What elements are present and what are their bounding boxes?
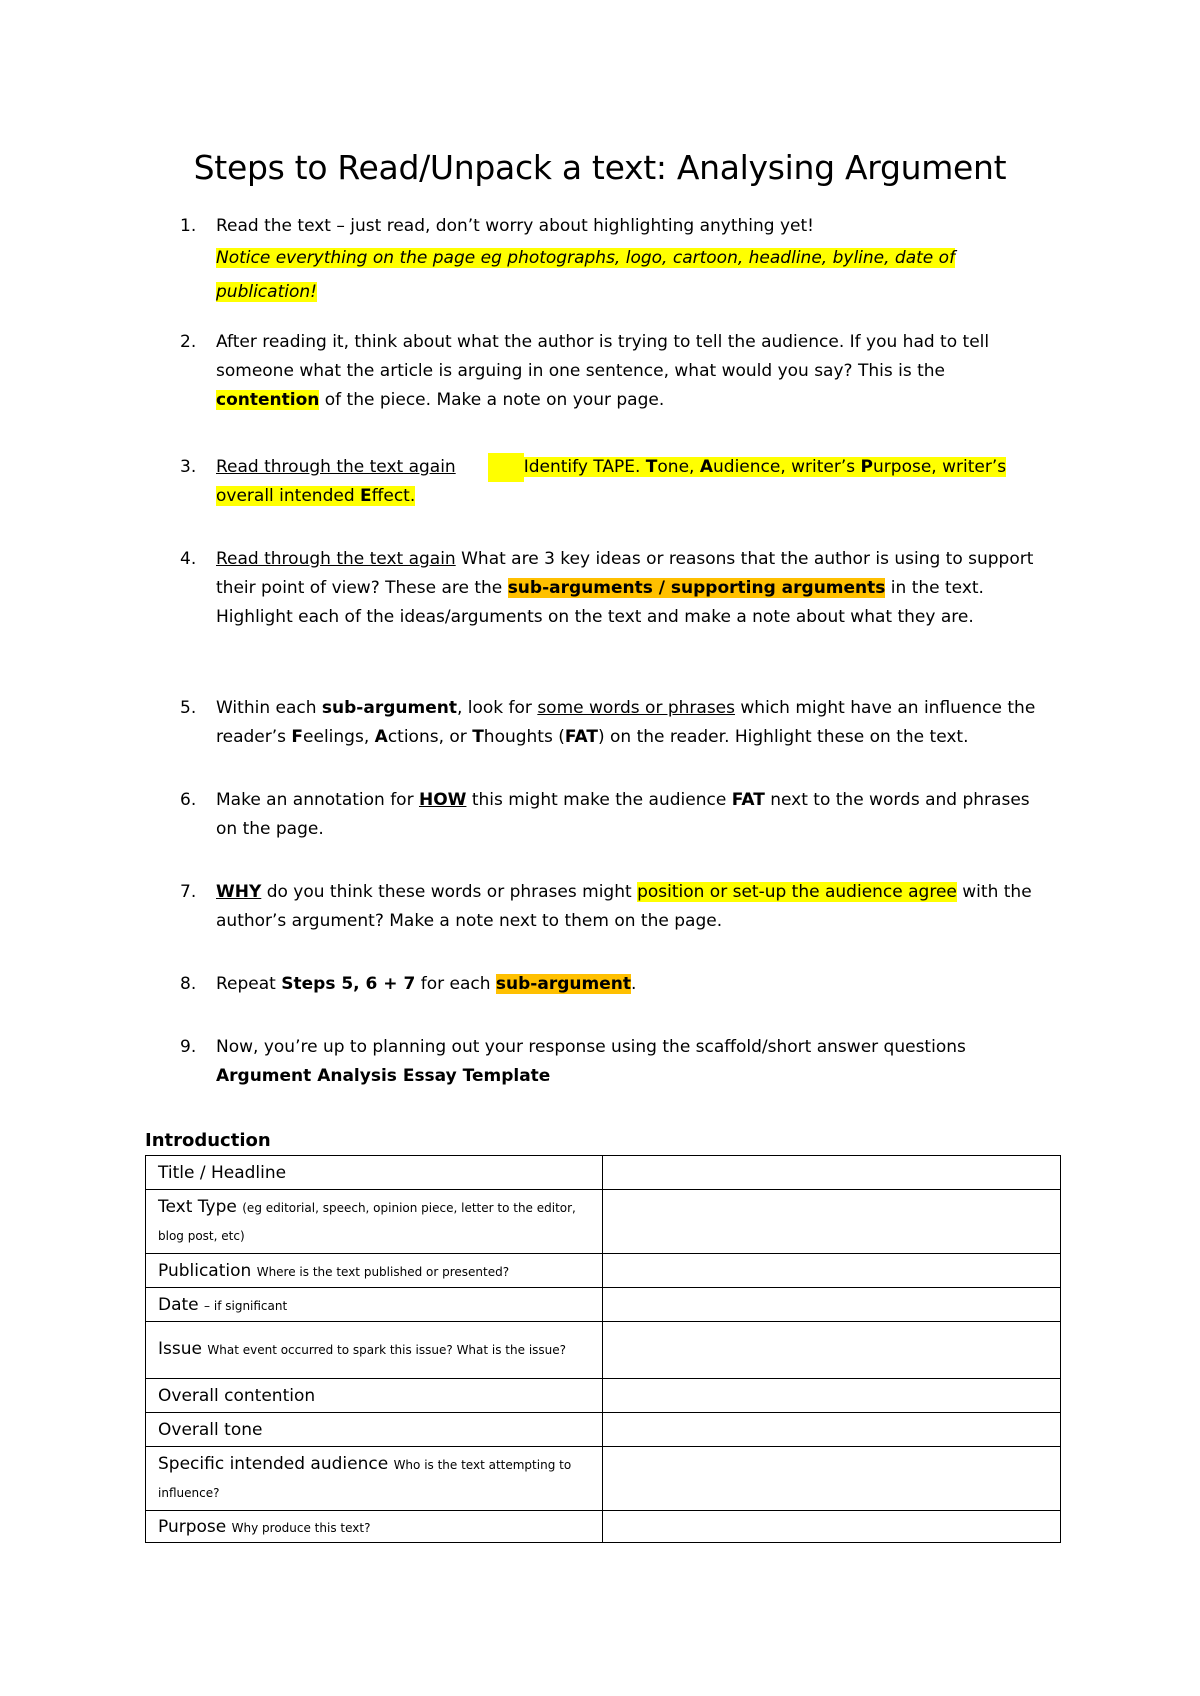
table-row: Issue What event occurred to spark this issue? What is the issue? <box>146 1322 1061 1379</box>
step-number: 3. <box>180 457 197 477</box>
highlighted-note: Notice everything on the page eg photographs, logo, cartoon, headline, byline, date of publication! <box>216 248 956 302</box>
highlight-sub-arguments: sub-arguments / supporting arguments <box>507 578 886 598</box>
step-number: 8. <box>180 974 197 994</box>
answer-cell[interactable] <box>603 1379 1061 1413</box>
step-number: 5. <box>180 698 197 718</box>
answer-cell[interactable] <box>603 1190 1061 1254</box>
table-row: Text Type (eg editorial, speech, opinion piece, letter to the editor, blog post, etc) <box>146 1190 1061 1254</box>
table-row: Overall tone <box>146 1413 1061 1447</box>
answer-cell[interactable] <box>603 1156 1061 1190</box>
introduction-heading: Introduction <box>145 1130 271 1151</box>
table-row: Overall contention <box>146 1379 1061 1413</box>
table-row: Purpose Why produce this text? <box>146 1511 1061 1543</box>
answer-cell[interactable] <box>603 1254 1061 1288</box>
highlight-contention: contention <box>216 390 320 410</box>
step-text-end: in the text. Highlight each of the ideas/arguments on the text and make a note about what they are. <box>216 578 984 627</box>
step-7: 7. WHY do you think these words or phrases might position or set-up the audience agree with the author’s argument? Make a note next to them on the page. <box>0 878 1046 970</box>
answer-cell[interactable] <box>603 1413 1061 1447</box>
step-3 <box>0 453 1046 545</box>
highlight-sub-argument: sub-argument <box>495 974 631 994</box>
step-4 <box>0 545 1046 694</box>
steps-list <box>0 212 1200 1091</box>
step-text: Read the text – just read, don’t worry about highlighting anything yet! <box>216 216 814 236</box>
step-number: 4. <box>180 549 197 569</box>
step-1 <box>0 212 1046 328</box>
step-number: 9. <box>180 1037 197 1057</box>
table-row: Title / Headline <box>146 1156 1061 1190</box>
answer-cell[interactable] <box>603 1447 1061 1511</box>
introduction-table <box>145 1155 1061 1543</box>
answer-cell[interactable] <box>603 1511 1061 1543</box>
answer-cell[interactable] <box>603 1288 1061 1322</box>
highlight-position: position or set-up the audience agree <box>637 882 957 902</box>
step-5: 5. Within each sub-argument, look for some words or phrases which might have an influence the reader’s Feelings, Actions, or Thoughts (FAT) on the reader. Highlight these on the text. <box>0 694 1046 786</box>
step-2 <box>0 328 1046 453</box>
step-number: 7. <box>180 882 197 902</box>
step-text: What are 3 key ideas or reasons that the author is using to support their point of view? These are the <box>216 549 1034 598</box>
step-8: 8. Repeat Steps 5, 6 + 7 for each sub-argument. <box>0 970 1046 1033</box>
underlined-text: Read through the text again <box>216 457 456 477</box>
step-text: After reading it, think about what the author is trying to tell the audience. If you had to tell someone what the article is arguing in one sentence, what would you say? This is the <box>216 332 990 381</box>
step-6: 6. Make an annotation for HOW this might make the audience FAT next to the words and phrases on the page. <box>0 786 1046 878</box>
table-row: Date – if significant <box>146 1288 1061 1322</box>
underlined-text: Read through the text again <box>216 549 456 569</box>
step-text-end: of the piece. Make a note on your page. <box>319 390 665 410</box>
tape-highlight: Identify TAPE. Tone, Audience, writer’s Purpose, writer’s overall intended Effect. <box>216 457 1007 506</box>
step-number: 2. <box>180 332 197 352</box>
step-9: 9. Now, you’re up to planning out your response using the scaffold/short answer questions Argument Analysis Essay Template <box>0 1033 1046 1091</box>
step-number: 6. <box>180 790 197 810</box>
answer-cell[interactable] <box>603 1322 1061 1379</box>
page-title: Steps to Read/Unpack a text: Analysing Argument <box>193 148 1007 187</box>
table-row: Publication Where is the text published or presented? <box>146 1254 1061 1288</box>
step-number: 1. <box>180 216 197 236</box>
table-row: Specific intended audience Who is the text attempting to influence? <box>146 1447 1061 1511</box>
template-title: Argument Analysis Essay Template <box>216 1066 551 1086</box>
